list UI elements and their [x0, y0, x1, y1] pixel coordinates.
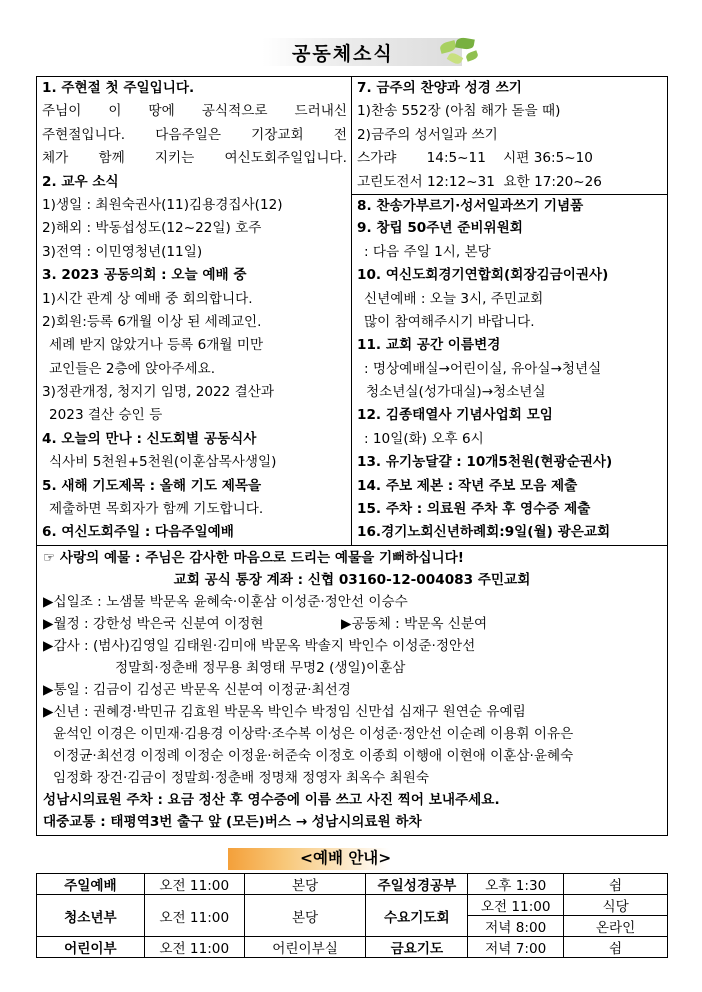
table-cell: 오전 11:00 [144, 874, 244, 895]
table-cell: 오전 11:00 [144, 937, 244, 958]
table-cell: 쉼 [564, 937, 668, 958]
notice-line: 식사비 5천원+5천원(이훈삼목사생일) [49, 454, 277, 471]
notice-line: 많이 참여해주시기 바랍니다. [364, 313, 535, 330]
notice-line: 10. 여신도회경기연합회(회장김금이권사) [357, 267, 609, 284]
notice-line: 스가랴 14:5~11 시편 36:5~10 [357, 150, 593, 167]
notice-line: : 다음 주일 1시, 본당 [364, 243, 491, 260]
table-cell: 수요기도회 [366, 895, 468, 937]
table-cell: 저녁 7:00 [468, 937, 564, 958]
table-cell: 본당 [244, 895, 366, 937]
table-cell: 주일예배 [37, 874, 145, 895]
notice-line: 5. 새해 기도제목 : 올해 기도 제목을 [42, 477, 262, 494]
notice-line: 2)회원:등록 6개월 이상 된 세례교인. [42, 313, 262, 330]
notice-line: 체가 함께 지키는 여신도회주일입니다. [42, 150, 347, 167]
notice-line: 15. 주차 : 의료원 주차 후 영수증 제출 [357, 501, 591, 518]
unification-list: ▶통일 : 김금이 김성곤 박문옥 신분여 이정균·최선경 [43, 682, 351, 698]
notice-line: 세례 받지 않았거나 등록 6개월 미만 [49, 337, 264, 354]
notice-line: 16.경기노회신년하례회:9일(월) 광은교회 [357, 524, 611, 541]
newyear-list: ▶신년 : 권혜경·박민규 김효원 박문옥 박인수 박정임 신만섭 심재구 원연순 유예림 [43, 704, 526, 720]
notice-line: 6. 여신도회주일 : 다음주일예배 [42, 524, 234, 541]
notice-line: 주현절입니다. 다음주일은 기장교회 전 [42, 126, 347, 143]
bank-account: 교회 공식 통장 계좌 : 신협 03160-12-004083 주민교회 [173, 572, 531, 588]
thanks-list: ▶감사 : (범사)김영일 김태원·김미애 박문옥 박솔지 박인수 이성준·정안선 [43, 638, 476, 654]
notice-line: 2)금주의 성서일과 쓰기 [357, 126, 498, 143]
table-cell: 청소년부 [37, 895, 145, 937]
table-cell: 주일성경공부 [366, 874, 468, 895]
notice-line: 11. 교회 공간 이름변경 [357, 337, 501, 354]
right-column [352, 77, 667, 545]
notice-box [36, 76, 668, 836]
table-row [37, 895, 668, 916]
notice-line: 주님이 이 땅에 공식적으로 드러내신 [42, 103, 347, 120]
table-row [37, 874, 668, 895]
worship-schedule-table [36, 873, 668, 958]
notice-line: 제출하면 목회자가 함께 기도합니다. [49, 501, 264, 518]
notice-line: 3)전역 : 이민영청년(11일) [42, 243, 203, 260]
notice-line: 청소년실(성가대실)→청소년실 [366, 384, 546, 401]
notice-line: 12. 김종태열사 기념사업회 모임 [357, 407, 553, 424]
notice-line: 1)찬송 552장 (아침 해가 돋을 때) [357, 103, 561, 120]
table-cell: 어린이부실 [244, 937, 366, 958]
table-cell: 오전 11:00 [468, 895, 564, 916]
notice-line: : 10일(화) 오후 6시 [364, 430, 484, 447]
table-cell: 식당 [564, 895, 668, 916]
newyear-list-cont3: 임정화 장건·김금이 정말희·정춘배 정명채 정영자 최옥수 최원숙 [53, 770, 429, 786]
table-cell: 저녁 8:00 [468, 916, 564, 937]
offering-heading: ☞ 사랑의 예물 : 주님은 감사한 마음으로 드리는 예물을 기뻐하십니다! [43, 550, 464, 566]
table-cell: 본당 [244, 874, 366, 895]
parking-notice: 성남시의료원 주차 : 요금 정산 후 영수증에 이름 쓰고 사진 찍어 보내주세요. [43, 792, 500, 808]
table-cell: 오후 1:30 [468, 874, 564, 895]
notice-grid [37, 77, 667, 546]
notice-line: 신년예배 : 오늘 3시, 주민교회 [364, 290, 544, 307]
worship-title-banner [228, 844, 468, 872]
community-list: ▶공동체 : 박문옥 신분여 [341, 616, 488, 632]
notice-line: 2. 교우 소식 [42, 173, 119, 190]
notice-line: 3. 2023 공동의회 : 오늘 예배 중 [42, 267, 247, 284]
newyear-list-cont2: 이정균·최선경 이정례 이정순 이정윤·허준숙 이정호 이종희 이행애 이현애 이훈삼·윤혜숙 [53, 748, 574, 764]
table-cell: 어린이부 [37, 937, 145, 958]
table-cell: 금요기도 [366, 937, 468, 958]
header-banner [262, 36, 472, 70]
table-cell: 쉼 [564, 874, 668, 895]
table-cell: 오전 11:00 [144, 895, 244, 937]
notice-line: 1. 주현절 첫 주일입니다. [42, 80, 195, 96]
tithe-list: ▶십일조 : 노샘물 박문옥 윤혜숙·이훈삼 이성준·정안선 이승수 [43, 594, 408, 610]
worship-title: <예배 안내> [300, 849, 392, 867]
transit-notice: 대중교통 : 태평역3번 출구 앞 (모든)버스 → 성남시의료원 하차 [43, 814, 422, 830]
monthly-list: ▶월정 : 강한성 박은국 신분여 이정현 [43, 616, 264, 632]
notice-line: 2)해외 : 박동섭성도(12~22일) 호주 [42, 220, 262, 237]
monthly-row [37, 613, 667, 635]
notice-line: 13. 유기농달걀 : 10개5천원(현광순권사) [357, 454, 613, 471]
notice-line: 9. 창립 50주년 준비위원회 [357, 220, 523, 237]
notice-line: 4. 오늘의 만나 : 신도회별 공동식사 [42, 430, 257, 447]
notice-line: 8. 찬송가부르기·성서일과쓰기 기념품 [352, 194, 667, 217]
table-row [37, 937, 668, 958]
notice-line: 교인들은 2층에 앉아주세요. [49, 360, 216, 377]
table-cell: 온라인 [564, 916, 668, 937]
offering-section [37, 546, 667, 835]
notice-line: 1)생일 : 최원숙권사(11)김용경집사(12) [42, 196, 283, 213]
notice-line: 2023 결산 승인 등 [49, 407, 163, 424]
notice-line: 1)시간 관계 상 예배 중 회의합니다. [42, 290, 253, 307]
notice-line: 고린도전서 12:12~31 요한 17:20~26 [357, 173, 602, 190]
thanks-list-cont: 정말희·정춘배 정무용 최영태 무명2 (생일)이훈삼 [115, 660, 406, 676]
notice-line: 14. 주보 제본 : 작년 주보 모음 제출 [357, 477, 578, 494]
notice-line: : 명상예배실→어린이실, 유아실→청년실 [364, 360, 602, 377]
notice-line: 7. 금주의 찬양과 성경 쓰기 [357, 80, 522, 96]
left-column [37, 77, 352, 545]
notice-line: 3)정관개정, 청지기 임명, 2022 결산과 [42, 384, 275, 401]
page-title: 공동체소식 [292, 43, 394, 65]
newyear-list-cont1: 윤석인 이경은 이민재·김용경 이상락·조수복 이성은 이성준·정안선 이순례 이용휘 이유은 [53, 726, 574, 742]
